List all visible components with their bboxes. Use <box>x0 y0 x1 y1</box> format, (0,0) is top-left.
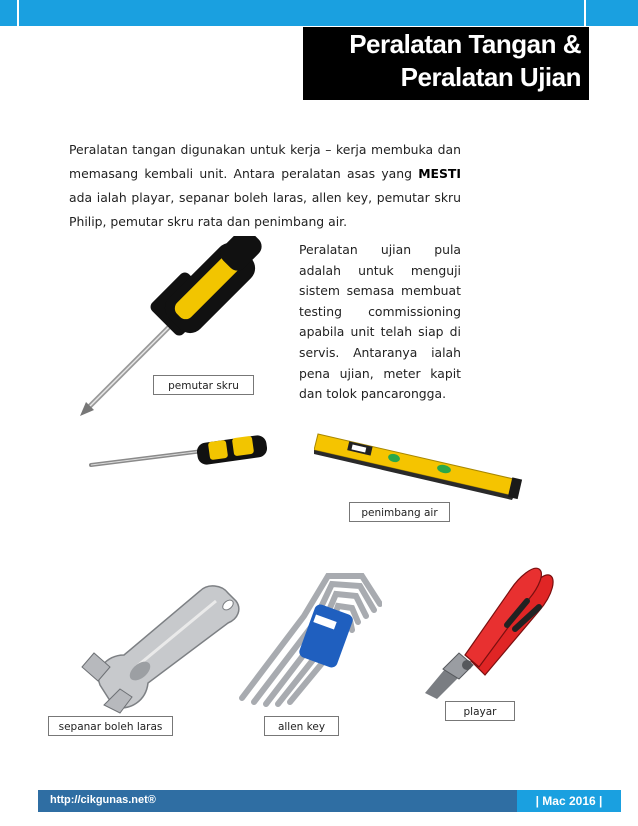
intro-paragraph <box>69 138 461 234</box>
intro-emphasis: MESTI <box>418 166 461 181</box>
testing-paragraph: Peralatan ujian pula adalah untuk menguji sistem semasa membuat testing commissioning apabila unit telah siap di servis. Antaranya ialah pena ujian, meter kapit dan tolok pancarongga. <box>299 242 461 402</box>
pliers-image <box>415 565 565 700</box>
label-allen-key: allen key <box>264 716 339 736</box>
label-level: penimbang air <box>349 502 450 522</box>
label-pliers: playar <box>445 701 515 721</box>
footer-date: | Mac 2016 | <box>517 790 621 812</box>
top-bar <box>0 0 638 26</box>
label-wrench: sepanar boleh laras <box>48 716 173 736</box>
label-screwdriver: pemutar skru <box>153 375 254 395</box>
top-bar-divider <box>17 0 19 26</box>
adjustable-wrench-image <box>80 575 255 715</box>
title-box <box>303 27 589 100</box>
flat-screwdriver-image <box>85 425 270 473</box>
intro-text-start: Peralatan tangan digunakan untuk kerja – kerja membuka dan memasang kembali unit. Antara peralatan asas yang <box>69 142 461 181</box>
footer-url[interactable]: http://cikgunas.net® <box>50 794 156 806</box>
intro-text-end: ada ialah playar, sepanar boleh laras, allen key, pemutar skru Philip, pemutar skru rata dan penimbang air. <box>69 190 461 229</box>
page-title-line-1: Peralatan Tangan & <box>349 29 581 59</box>
page-title-line-2: Peralatan Ujian <box>400 62 581 92</box>
top-bar-divider <box>584 0 586 26</box>
spirit-level-image <box>314 428 524 500</box>
allen-key-set-image <box>232 568 382 708</box>
